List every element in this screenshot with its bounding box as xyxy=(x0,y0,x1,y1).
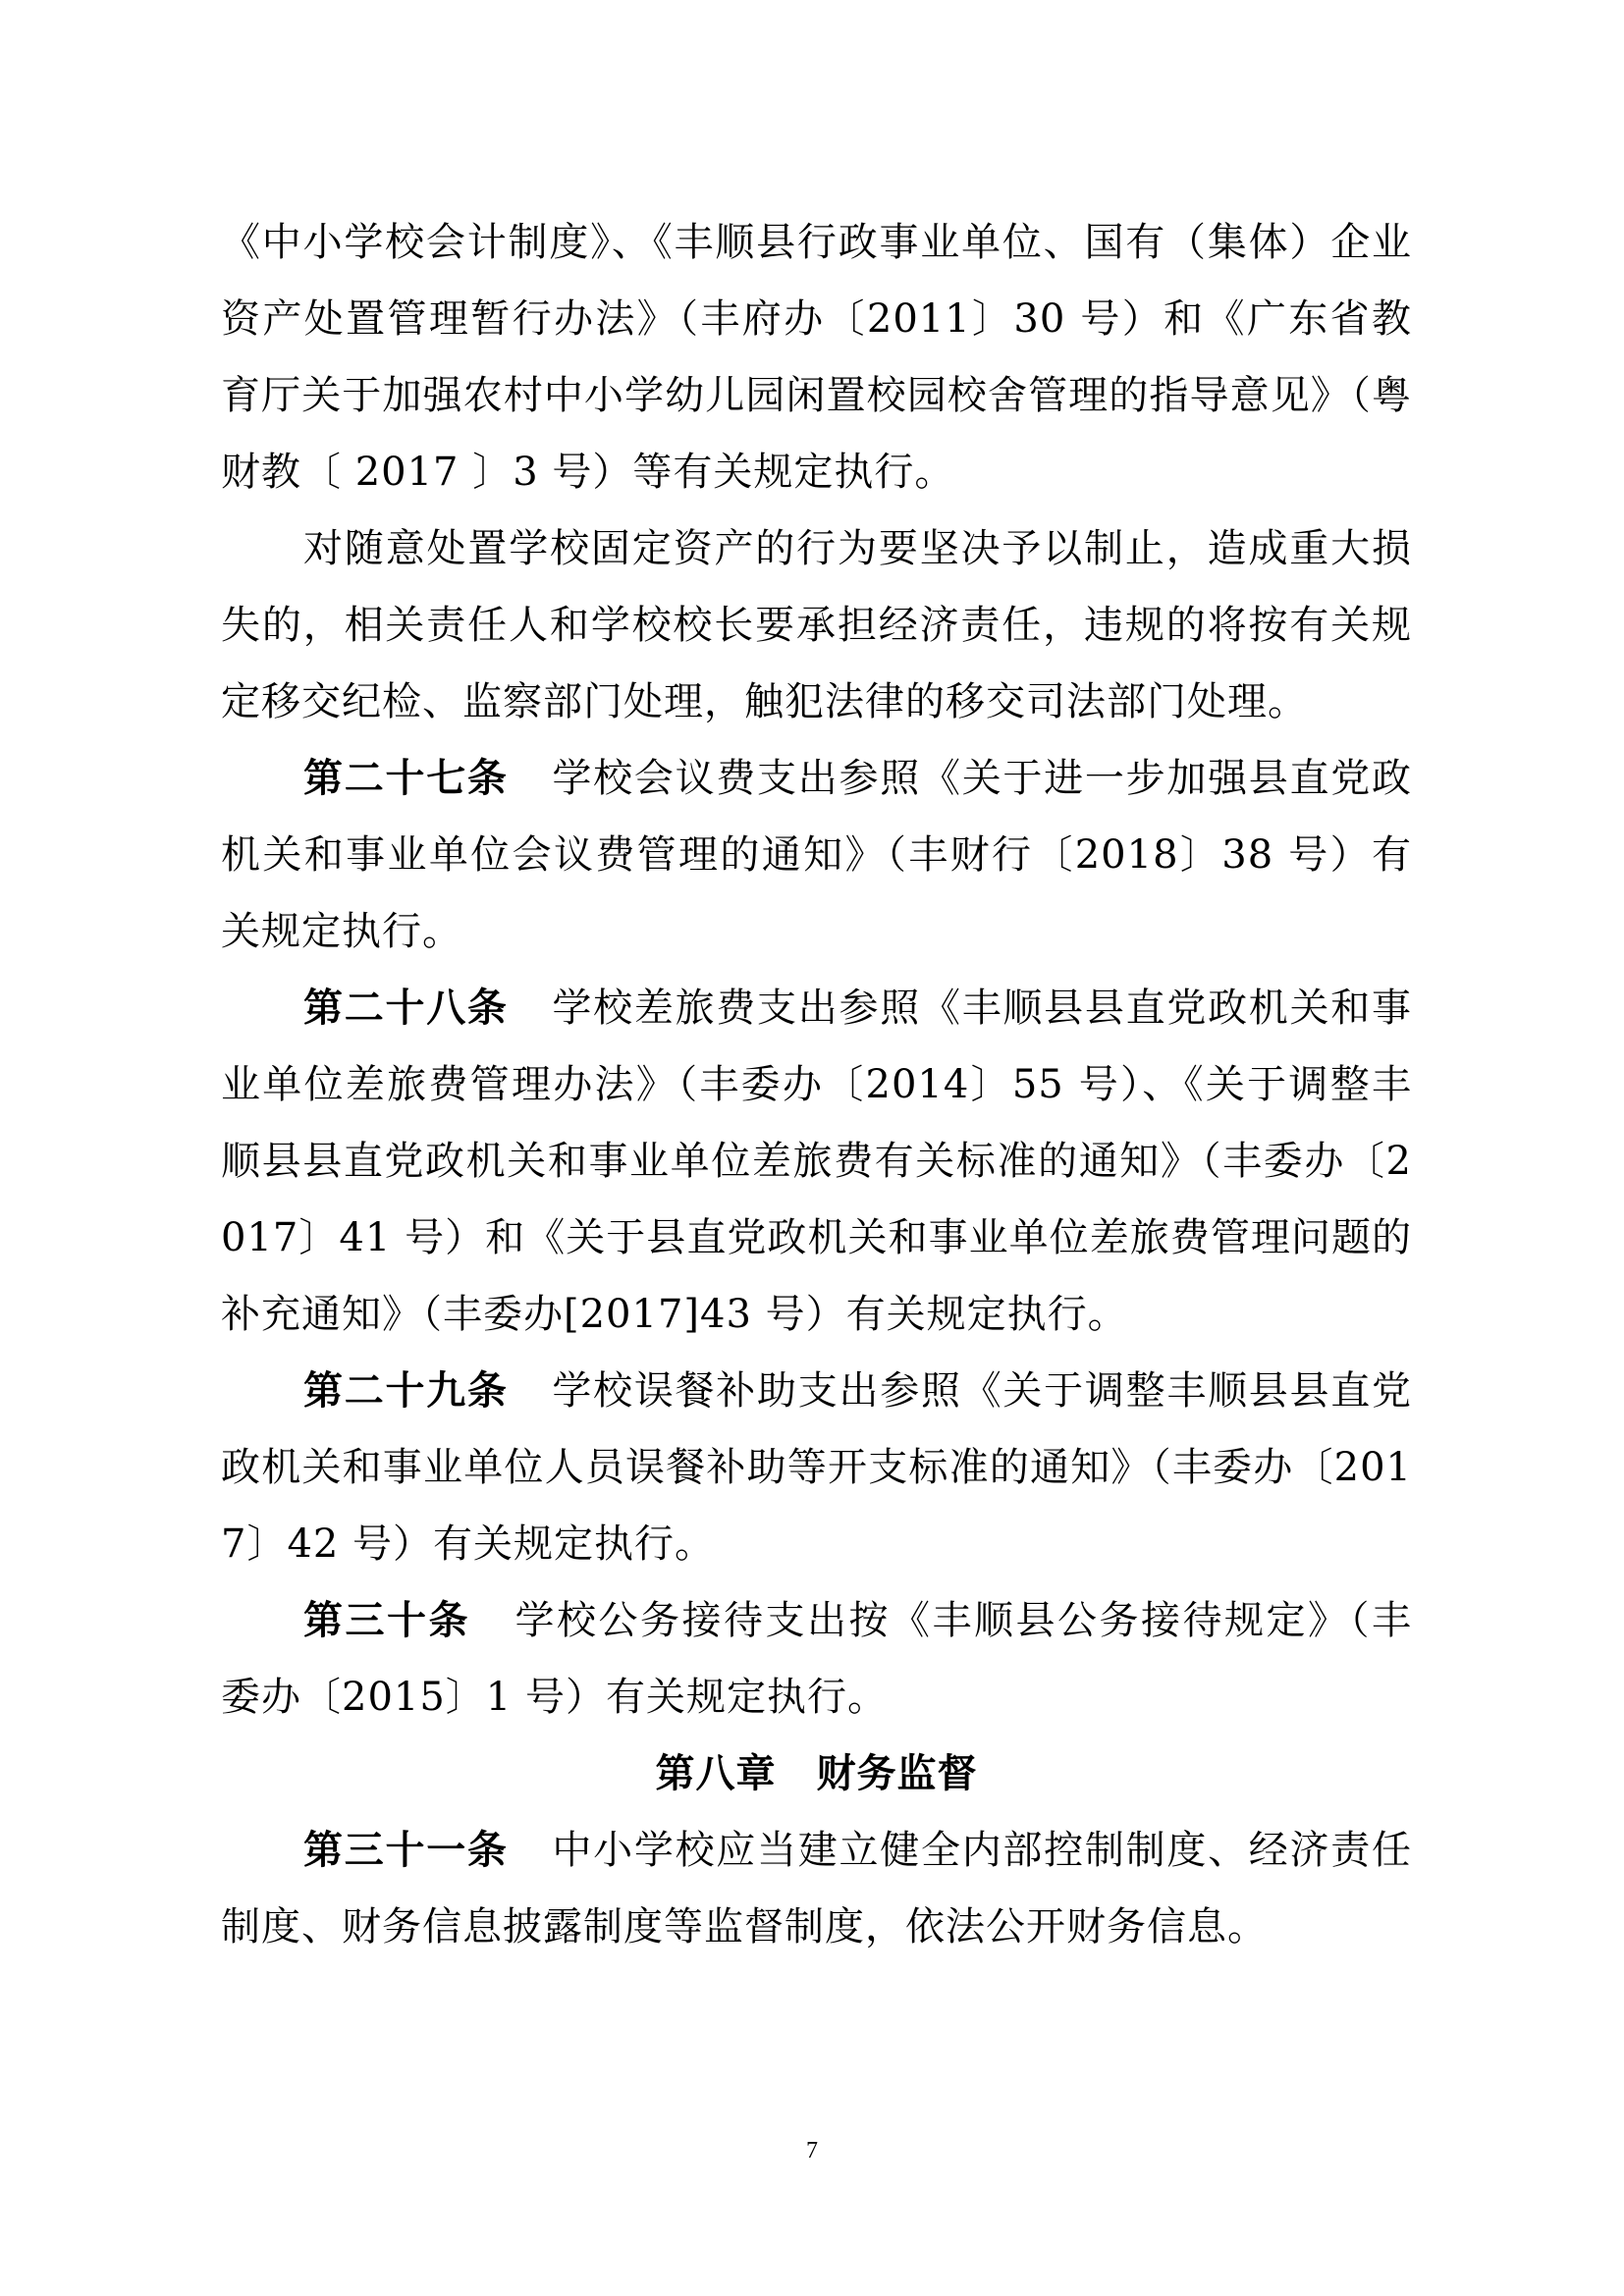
page-number: 7 xyxy=(806,2138,818,2163)
article-text: 学校公务接待支出按《丰顺县公务接待规定》（丰委办〔2015〕1 号）有关规定执行。 xyxy=(221,1598,1412,1720)
article-29 xyxy=(221,1353,1412,1582)
article-text: 中小学校应当建立健全内部控制制度、经济责任制度、财务信息披露制度等监督制度，依法公开财务信息。 xyxy=(221,1828,1413,1949)
article-28 xyxy=(221,970,1412,1353)
article-number: 第三十一条 xyxy=(303,1828,509,1873)
article-number: 第二十七条 xyxy=(303,756,509,801)
document-body xyxy=(221,204,1412,1965)
article-text: 学校会议费支出参照《关于进一步加强县直党政机关和事业单位会议费管理的通知》（丰财行〔2018〕38 号）有关规定执行。 xyxy=(221,756,1413,954)
paragraph-text: 对随意处置学校固定资产的行为要坚决予以制止，造成重大损失的，相关责任人和学校校长要承担经济责任，违规的将按有关规定移交纪检、监察部门处理，触犯法律的移交司法部门处理。 xyxy=(221,526,1412,724)
article-27 xyxy=(221,740,1412,970)
chapter-heading: 第八章 财务监督 xyxy=(655,1751,978,1796)
article-30 xyxy=(221,1582,1412,1735)
paragraph-text: 《中小学校会计制度》、《丰顺县行政事业单位、国有（集体）企业资产处置管理暂行办法》（丰府办〔2011〕30 号）和《广东省教育厅关于加强农村中小学幼儿园闲置校园校舍管理的指导意见》（粤财教〔 2017 〕3 号）等有关规定执行。 xyxy=(221,220,1412,495)
paragraph-continuation xyxy=(221,204,1412,510)
article-31 xyxy=(221,1812,1412,1965)
paragraph-asset-disposal xyxy=(221,510,1412,740)
article-number: 第二十九条 xyxy=(303,1368,509,1414)
article-number: 第二十八条 xyxy=(303,986,509,1031)
article-number: 第三十条 xyxy=(303,1598,470,1643)
article-text: 学校误餐补助支出参照《关于调整丰顺县县直党政机关和事业单位人员误餐补助等开支标准的通知》（丰委办〔2017〕42 号）有关规定执行。 xyxy=(221,1368,1413,1567)
article-text: 学校差旅费支出参照《丰顺县县直党政机关和事业单位差旅费管理办法》（丰委办〔2014〕55 号）、《关于调整丰顺县县直党政机关和事业单位差旅费有关标准的通知》（丰委办〔2017〕41 号）和《关于县直党政机关和事业单位差旅费管理问题的补充通知》（丰委办[2017]43 号）有关规定执行。 xyxy=(221,986,1413,1337)
